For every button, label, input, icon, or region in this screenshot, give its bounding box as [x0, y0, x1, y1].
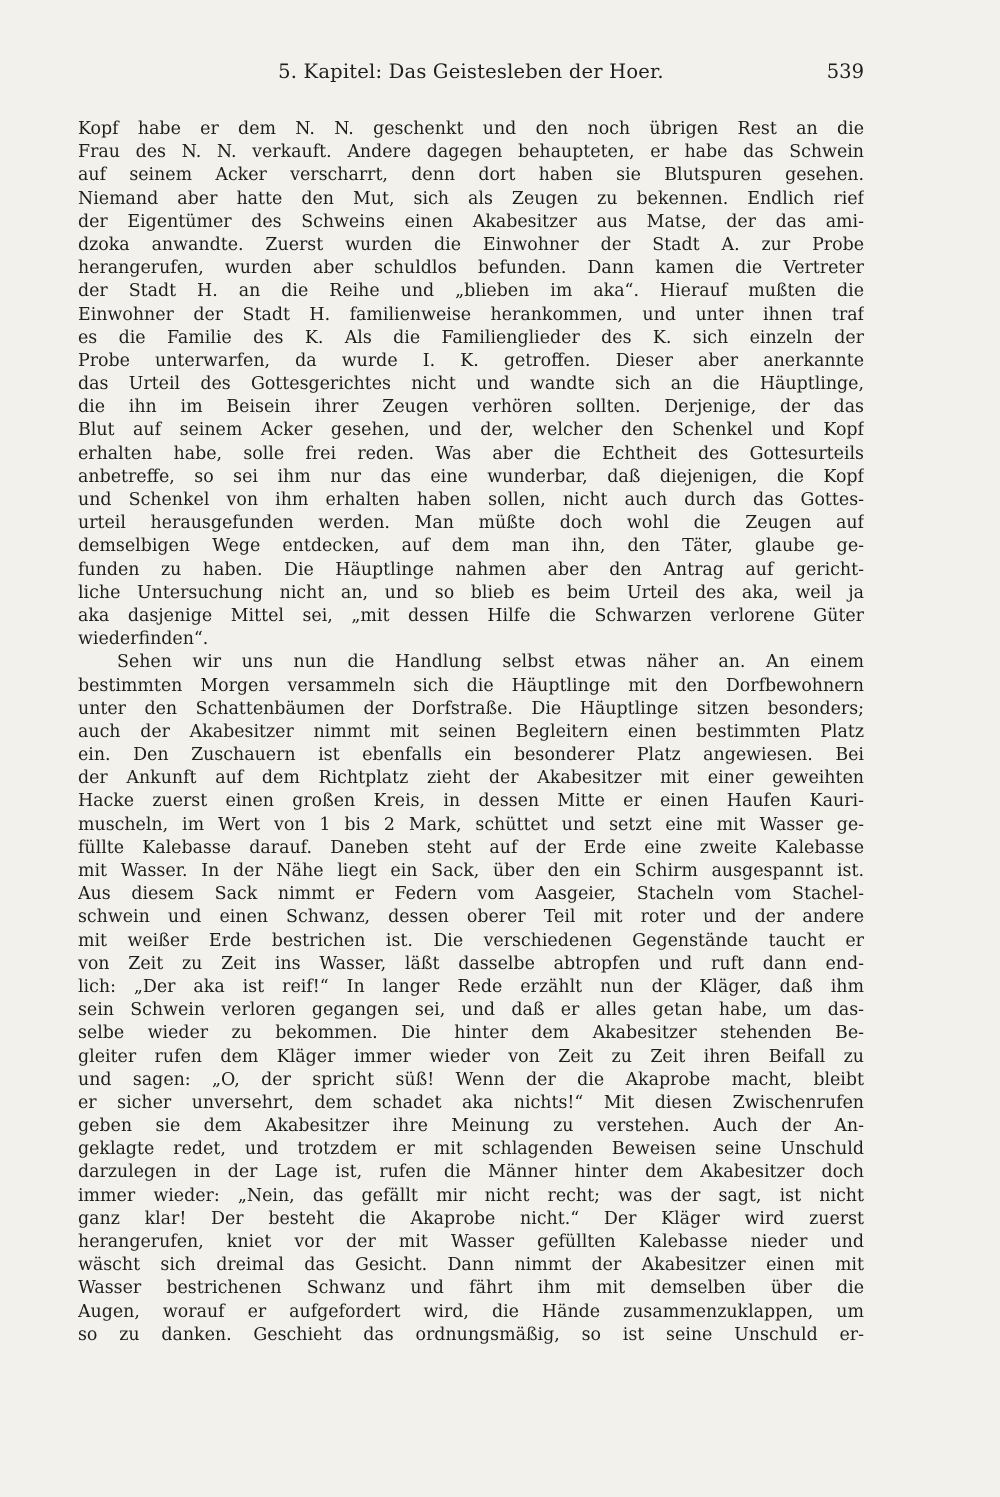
paragraph-start-line: Sehen wir uns nun die Handlung selbst etwas näher an. An einem	[117, 652, 864, 673]
text-line: urteil herausgefunden werden. Man müßte doch wohl die Zeugen auf	[78, 513, 864, 534]
text-line: Augen, worauf er aufgefordert wird, die Hände zusammenzuklappen, um	[78, 1301, 864, 1322]
text-line: herangerufen, wurden aber schuldlos befunden. Dann kamen die Vertreter	[78, 258, 864, 279]
text-line: Blut auf seinem Acker gesehen, und der, welcher den Schenkel und Kopf	[78, 420, 864, 441]
text-line: so zu danken. Geschieht das ordnungsmäßig, so ist seine Unschuld er-	[78, 1324, 864, 1345]
text-line: ganz klar! Der besteht die Akaprobe nicht.“ Der Kläger wird zuerst	[78, 1208, 864, 1229]
running-head	[78, 60, 864, 90]
text-line: dzoka anwandte. Zuerst wurden die Einwohner der Stadt A. zur Probe	[78, 234, 864, 255]
text-line: unter den Schattenbäumen der Dorfstraße. Die Häuptlinge sitzen besonders;	[78, 698, 864, 719]
paragraph-end-line: wiederfinden“.	[78, 629, 209, 650]
text-line: bestimmten Morgen versammeln sich die Häuptlinge mit den Dorfbewohnern	[78, 675, 864, 696]
text-line: ein. Den Zuschauern ist ebenfalls ein besonderer Platz angewiesen. Bei	[78, 745, 864, 766]
text-line: anbetreffe, so sei ihm nur das eine wunderbar, daß diejenigen, die Kopf	[78, 466, 864, 487]
text-line: schwein und einen Schwanz, dessen oberer Teil mit roter und der andere	[78, 907, 864, 928]
text-line: gleiter rufen dem Kläger immer wieder von Zeit zu Zeit ihren Beifall zu	[78, 1046, 864, 1067]
text-line: Frau des N. N. verkauft. Andere dagegen behaupteten, er habe das Schwein	[78, 142, 864, 163]
text-line: liche Untersuchung nicht an, und so blieb es beim Urteil des aka, weil ja	[78, 582, 864, 603]
text-line: die ihn im Beisein ihrer Zeugen verhören sollten. Derjenige, der das	[78, 397, 864, 418]
text-line: demselbigen Wege entdecken, auf dem man ihn, den Täter, glaube ge-	[78, 536, 864, 557]
text-line: es die Familie des K. Als die Familienglieder des K. sich einzeln der	[78, 327, 864, 348]
chapter-title: 5. Kapitel: Das Geistesleben der Hoer.	[278, 60, 664, 83]
text-line: herangerufen, kniet vor der mit Wasser gefüllten Kalebasse nieder und	[78, 1232, 864, 1252]
text-line: und sagen: „O, der spricht süß! Wenn der die Akaprobe macht, bleibt	[78, 1069, 864, 1090]
text-line: Kopf habe er dem N. N. geschenkt und den noch übrigen Rest an die	[78, 119, 864, 139]
text-line: der Eigentümer des Schweins einen Akabesitzer aus Matse, der das ami-	[78, 211, 864, 232]
text-line: auf seinem Acker verscharrt, denn dort haben sie Blutspuren gesehen.	[78, 165, 864, 186]
text-line: der Stadt H. an die Reihe und „blieben im aka“. Hierauf mußten die	[78, 281, 864, 302]
text-line: geben sie dem Akabesitzer ihre Meinung zu verstehen. Auch der An-	[78, 1116, 864, 1137]
text-line: sein Schwein verloren gegangen sei, und daß er alles getan habe, um das-	[78, 1000, 864, 1021]
text-line: immer wieder: „Nein, das gefällt mir nicht recht; was der sagt, ist nicht	[78, 1185, 864, 1206]
text-line: selbe wieder zu bekommen. Die hinter dem Akabesitzer stehenden Be-	[78, 1023, 864, 1044]
text-line: und Schenkel von ihm erhalten haben sollen, nicht auch durch das Gottes-	[78, 490, 864, 510]
text-line: das Urteil des Gottesgerichtes nicht und wandte sich an die Häuptlinge,	[78, 374, 864, 395]
page-number: 539	[826, 60, 864, 83]
text-line: der Ankunft auf dem Richtplatz zieht der Akabesitzer mit einer geweihten	[78, 768, 864, 789]
text-line: er sicher unversehrt, dem schadet aka nichts!“ Mit diesen Zwischenrufen	[78, 1092, 864, 1113]
text-line: Aus diesem Sack nimmt er Federn vom Aasgeier, Stacheln vom Stachel-	[78, 884, 864, 905]
text-line: lich: „Der aka ist reif!“ In langer Rede erzählt nun der Kläger, daß ihm	[78, 976, 864, 997]
text-line: mit weißer Erde bestrichen ist. Die verschiedenen Gegenstände taucht er	[78, 930, 864, 951]
text-line: muscheln, im Wert von 1 bis 2 Mark, schüttet und setzt eine mit Wasser ge-	[78, 814, 864, 835]
text-line: Einwohner der Stadt H. familienweise herankommen, und unter ihnen traf	[78, 304, 864, 325]
text-line: aka dasjenige Mittel sei, „mit dessen Hilfe die Schwarzen verlorene Güter	[78, 605, 864, 626]
text-line: erhalten habe, solle frei reden. Was aber die Echtheit des Gottesurteils	[78, 443, 864, 464]
text-line: geklagte redet, und trotzdem er mit schlagenden Beweisen seine Unschuld	[78, 1139, 864, 1160]
text-line: Probe unterwarfen, da wurde I. K. getroffen. Dieser aber anerkannte	[78, 350, 864, 371]
text-line: Hacke zuerst einen großen Kreis, in dessen Mitte er einen Haufen Kauri-	[78, 791, 864, 812]
text-line: von Zeit zu Zeit ins Wasser, läßt dasselbe abtropfen und ruft dann end-	[78, 953, 864, 974]
text-line: füllte Kalebasse darauf. Daneben steht auf der Erde eine zweite Kalebasse	[78, 837, 864, 858]
body-text	[78, 118, 864, 1347]
text-line: Wasser bestrichenen Schwanz und fährt ihm mit demselben über die	[78, 1278, 864, 1299]
text-line: Niemand aber hatte den Mut, sich als Zeugen zu bekennen. Endlich rief	[78, 188, 864, 209]
text-line: funden zu haben. Die Häuptlinge nahmen aber den Antrag auf gericht-	[78, 559, 864, 580]
text-line: mit Wasser. In der Nähe liegt ein Sack, über den ein Schirm ausgespannt ist.	[78, 861, 864, 881]
text-line: darzulegen in der Lage ist, rufen die Männer hinter dem Akabesitzer doch	[78, 1162, 864, 1183]
text-line: auch der Akabesitzer nimmt mit seinen Begleitern einen bestimmten Platz	[78, 721, 864, 742]
text-line: wäscht sich dreimal das Gesicht. Dann nimmt der Akabesitzer einen mit	[78, 1255, 864, 1276]
